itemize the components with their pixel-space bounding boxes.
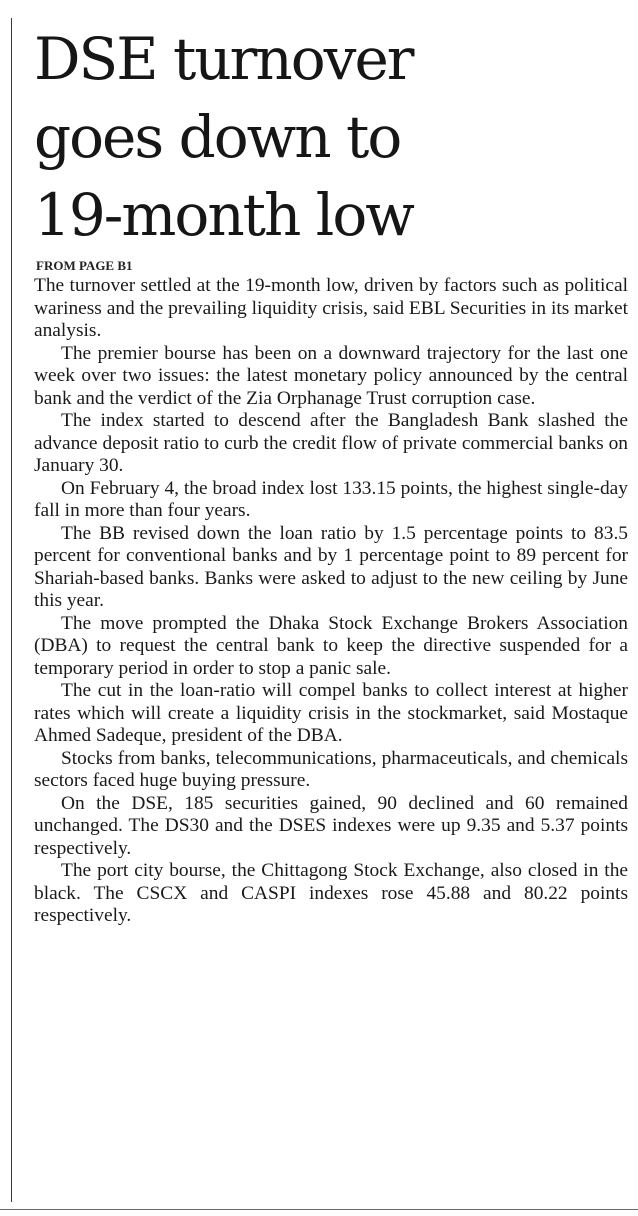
- paragraph: On the DSE, 185 securities gained, 90 declined and 60 remained unchanged. The DS30 and the DSES indexes were up 9.35 and 5.37 points respectively.: [34, 792, 628, 859]
- paragraph: On February 4, the broad index lost 133.15 points, the highest single-day fall in more than four years.: [34, 477, 628, 521]
- column-rule-left: [11, 18, 12, 1202]
- headline-line: goes down to: [34, 103, 401, 171]
- paragraph: Stocks from banks, telecommunications, pharmaceuticals, and chemicals sectors faced huge buying pressure.: [34, 747, 628, 791]
- paragraph: The port city bourse, the Chittagong Stock Exchange, also closed in the black. The CSCX and CASPI indexes rose 45.88 and 80.22 points respectively.: [34, 860, 628, 926]
- headline-line: DSE turnover: [34, 25, 413, 93]
- headline: [34, 20, 628, 254]
- paragraph: The turnover settled at the 19-month low, driven by factors such as political wariness and the prevailing liquidity crisis, said EBL Securities in its market analysis.: [34, 275, 628, 341]
- continuation-label: FROM PAGE B1: [36, 258, 133, 273]
- paragraph: The index started to descend after the Bangladesh Bank slashed the advance deposit ratio to curb the credit flow of private commercial banks on January 30.: [34, 410, 628, 476]
- paragraph: The BB revised down the loan ratio by 1.5 percentage points to 83.5 percent for conventional banks and by 1 percentage point to 89 percent for Shariah-based banks. Banks were asked to adjust to the new ceiling by June this year.: [34, 522, 628, 611]
- paragraph: The cut in the loan-ratio will compel banks to collect interest at higher rates which will create a liquidity crisis in the stockmarket, said Mostaque Ahmed Sadeque, president of the DBA.: [34, 680, 628, 746]
- paragraph: The move prompted the Dhaka Stock Exchange Brokers Association (DBA) to request the central bank to keep the directive suspended for a temporary period in order to stop a panic sale.: [34, 612, 628, 679]
- headline-line: 19-month low: [34, 181, 413, 249]
- bottom-rule: [0, 1209, 638, 1210]
- article-body: [34, 275, 628, 928]
- paragraph: The premier bourse has been on a downward trajectory for the last one week over two issues: the latest monetary policy announced by the central bank and the verdict of the Zia Orphanage Trust corruption case.: [34, 342, 628, 409]
- news-article: [34, 20, 628, 928]
